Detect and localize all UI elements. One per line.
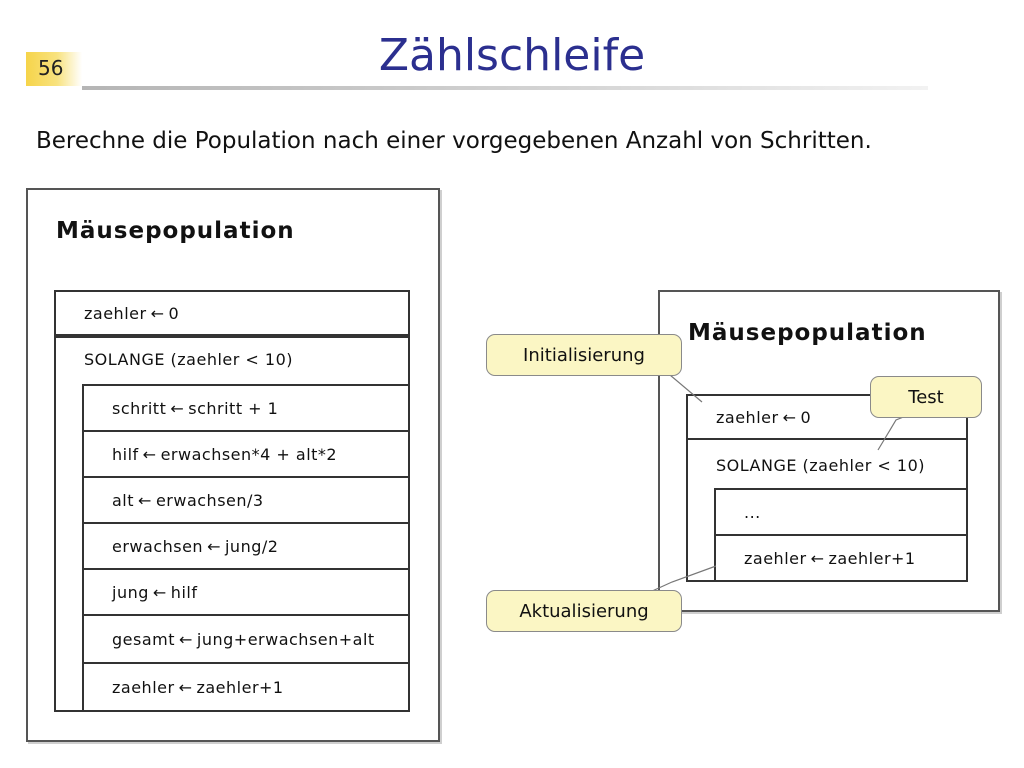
- left-body-var: erwachsen: [112, 536, 204, 556]
- left-loop-condition: SOLANGE (zaehler < 10): [84, 350, 294, 369]
- left-body-var: zaehler: [112, 677, 175, 697]
- assign-arrow-icon: ←: [150, 303, 165, 323]
- left-body-var: hilf: [112, 444, 139, 464]
- left-body-var: schritt: [112, 398, 167, 418]
- right-ellipsis: ...: [744, 502, 761, 522]
- left-body-var: gesamt: [112, 629, 175, 649]
- left-init-var: zaehler: [84, 303, 147, 323]
- right-update-var: zaehler: [744, 548, 807, 568]
- callout-aktualisierung: Aktualisierung: [486, 590, 682, 632]
- left-diagram-heading: Mäusepopulation: [56, 218, 295, 244]
- assign-arrow-icon: ←: [179, 629, 193, 649]
- left-body-expr: jung/2: [224, 536, 279, 556]
- left-body-expr: hilf: [170, 582, 198, 602]
- slide-subtitle: Berechne die Population nach einer vorgegebenen Anzahl von Schritten.: [36, 128, 872, 154]
- right-diagram-heading: Mäusepopulation: [688, 320, 927, 346]
- left-body-expr: zaehler+1: [196, 677, 284, 697]
- assign-arrow-icon: ←: [152, 582, 167, 602]
- right-update-expr: zaehler+1: [828, 548, 916, 568]
- assign-arrow-icon: ←: [142, 444, 157, 464]
- assign-arrow-icon: ←: [810, 548, 825, 568]
- left-body-expr: schritt + 1: [188, 398, 279, 418]
- assign-arrow-icon: ←: [170, 398, 185, 418]
- left-init-expr: 0: [168, 303, 180, 323]
- assign-arrow-icon: ←: [138, 490, 152, 510]
- left-body-expr: erwachsen*4 + alt*2: [160, 444, 338, 464]
- assign-arrow-icon: ←: [178, 677, 193, 697]
- left-body-expr: erwachsen/3: [155, 490, 264, 510]
- left-body-var: jung: [112, 582, 149, 602]
- left-body-var: alt: [112, 490, 135, 510]
- initialisierung-pointer: [650, 375, 702, 402]
- left-body-expr: jung+erwachsen+alt: [196, 629, 375, 649]
- aktualisierung-pointer: [650, 566, 716, 592]
- page-number: 56: [38, 56, 64, 80]
- right-init-var: zaehler: [716, 407, 779, 427]
- test-pointer: [878, 416, 906, 450]
- assign-arrow-icon: ←: [207, 536, 221, 556]
- right-init-expr: 0: [800, 407, 812, 427]
- assign-arrow-icon: ←: [782, 407, 797, 427]
- callout-test: Test: [870, 376, 982, 418]
- right-loop-condition: SOLANGE (zaehler < 10): [716, 456, 926, 475]
- slide-title: Zählschleife: [378, 30, 646, 81]
- callout-initialisierung: Initialisierung: [486, 334, 682, 376]
